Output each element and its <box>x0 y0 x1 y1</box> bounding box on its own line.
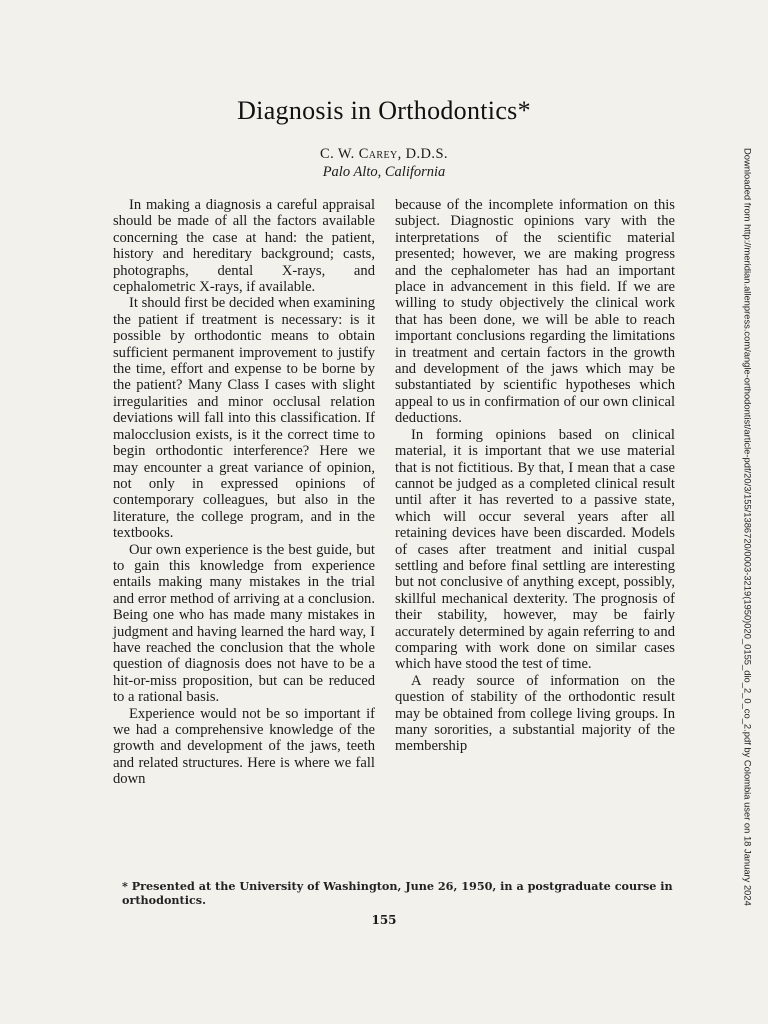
author-affiliation: Palo Alto, California <box>322 164 446 180</box>
paragraph: It should first be decided when examining the patient if treatment is necessary: is it possible by orthodontic means to obtain sufficient permanent improvement to justify the time, effort and expense to be borne by the patient? Many Class I cases with slight irregularities and minor occlusal relation deviations will fall into this classification. If malocclusion exists, is it the correct time to begin orthodontic interference? Here we may encounter a great variance of opinion, not only in expressed opinions of contemporary colleagues, but also in the literature, the college program, and in the textbooks. <box>113 295 375 542</box>
paragraph: Our own experience is the best guide, but to gain this knowledge from experience entails making many mistakes in the trial and error method of arriving at a conclusion. Being one who has made many mistakes in judgment and having learned the hard way, I have reached the conclusion that the whole question of diagnosis does not have to be a hit-or-miss proposition, but can be reduced to a rational basis. <box>113 541 375 706</box>
paragraph: In forming opinions based on clinical material, it is important that we use material that is not fictitious. By that, I mean that a case cannot be judged as a completed clinical result until after it has reverted to a passive state, which will occur several years after all retaining devices have been discarded. Models of cases after treatment and initial cuspal settling and before final settling are interesting but not conclusive of anything except, possibly, skillful mechanical dexterity. The prognosis of their stability, however, may be fairly accurately determined by again referring to and comparing with work done on similar cases which have stood the test of time. <box>395 426 675 673</box>
footnote: * Presented at the University of Washington, June 26, 1950, in a postgraduate course in orthodontics. <box>122 879 673 907</box>
download-watermark <box>740 148 756 906</box>
paragraph: A ready source of information on the question of stability of the orthodontic result may be obtained from college living groups. In many sororities, a substantial majority of the membership <box>395 672 675 755</box>
right-column <box>395 197 675 755</box>
article-title: Diagnosis in Orthodontics* <box>237 96 531 125</box>
paragraph-continued: because of the incomplete information on this subject. Diagnostic opinions vary with the interpretations of the scientific material presented; however, we are making progress and the cephalometer has had an important place in advancement in this field. If we are willing to study objectively the clinical work that has been done, we will be able to reach important conclusions regarding the limitations in treatment and certain factors in the growth and development of the jaws which may be substantiated by scientific hypotheses which appeal to us in confirmation of our own clinical deductions. <box>395 197 675 427</box>
paragraph: Experience would not be so important if we had a comprehensive knowledge of the growth and development of the jaws, teeth and related structures. Here is where we fall down <box>113 705 375 788</box>
page-number: 155 <box>371 913 397 927</box>
paragraph: In making a diagnosis a careful appraisal should be made of all the factors available concerning the case at hand: the patient, history and hereditary background; casts, photographs, dental X-rays, and cephalometric X-rays, if available. <box>113 197 375 296</box>
download-watermark-text[interactable]: Downloaded from http://meridian.allenpress.com/angle-orthodontist/article-pdf/20/3/155/1386720/0003-3219(1950)020_0155_dio_2_0_co_2.pdf by Colombia user on 18 January 2024 <box>742 148 754 906</box>
left-column <box>113 197 375 788</box>
article-author: C. W. Carey, D.D.S. <box>320 146 448 162</box>
